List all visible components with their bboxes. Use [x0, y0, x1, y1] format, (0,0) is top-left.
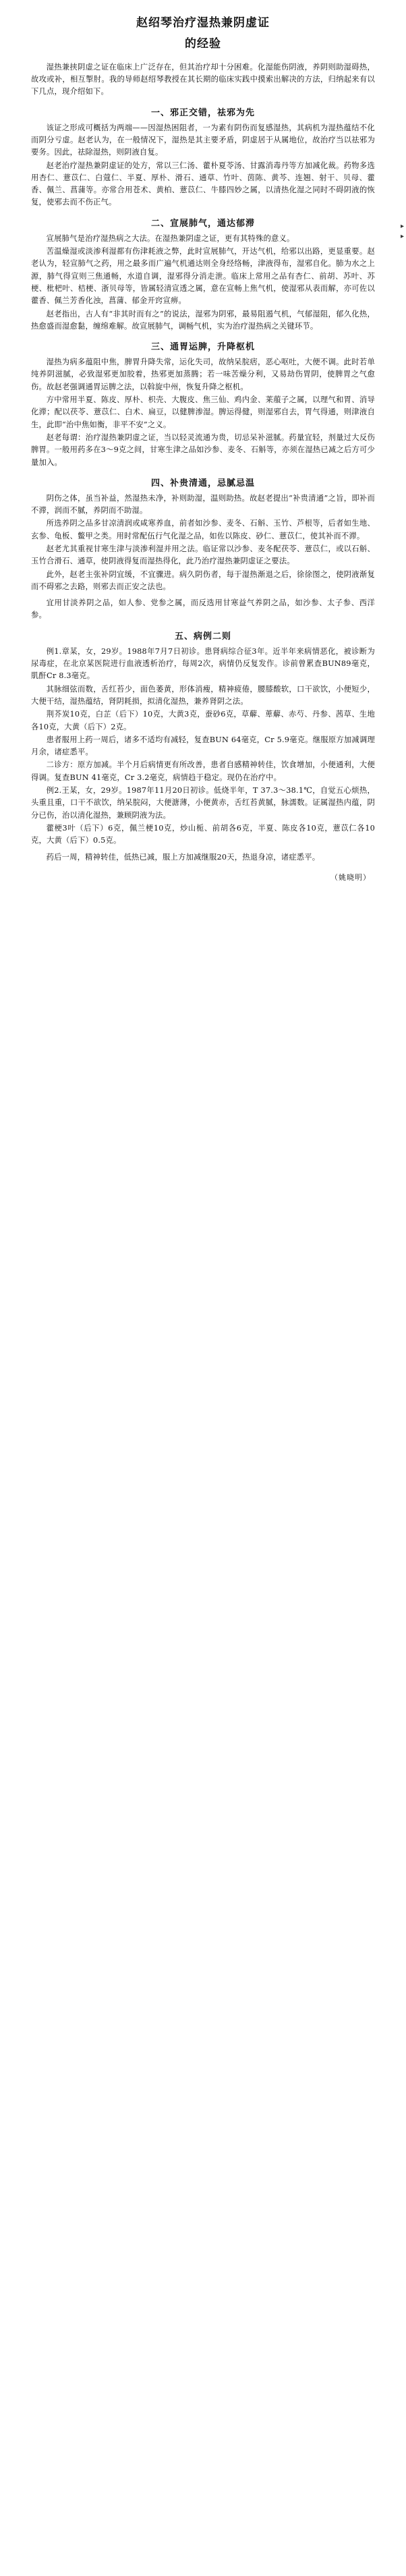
page-title — [31, 13, 375, 54]
document-page — [0, 0, 406, 889]
case-2-line-1: 藿梗3叶（后下）6克，佩兰梗10克，炒山栀、前胡各6克，半夏、陈皮各10克，薏苡仁各10克，大黄（后下）0.5克。 — [31, 823, 375, 845]
case-2-line-2: 药后一周，精神转佳，低热已减，服上方加减继服20天，热退身凉，诸症悉平。 — [46, 852, 320, 862]
section-heading-1: 一、邪正交错，祛邪为先 — [150, 107, 255, 118]
case-2-intro — [31, 785, 375, 822]
case-1-line-1: 其脉细弦而数，舌红苔少，面色萎黄，形体消瘦，精神疲倦，腰膝酸软，口干欲饮，小便短少，大便干结，湿热蕴结，肾阴耗损，拟清化湿热，兼养肾阴之法。 — [31, 684, 375, 706]
section-heading-5: 五、病例二则 — [174, 631, 231, 642]
case-2-label: 例2. — [46, 786, 62, 795]
section-4-paragraph-1: 阴伤之体，虽当补益，然湿热未净，补则助湿，温则助热。故赵老提出“补贵清通”之旨，即补而不滞，润而不腻，养阴而不助湿。 — [31, 493, 375, 515]
section-heading-3: 三、通胃运脾，升降枢机 — [150, 342, 255, 353]
case-2-text: 王某，女，29岁。1987年11月20日初诊。低烧半年，T 37.3～38.1℃，自觉五心烦热，头重且重，口干不欲饮，纳呆脘闷，大便溏薄，小便黄赤，舌红苔黄腻，脉濡数。证属湿热内蕴，阴分已伤，治以清化湿热，兼顾阴液为法。 — [31, 786, 375, 820]
section-3-paragraph-3: 赵老每谓：治疗湿热兼阴虚之证，当以轻灵流通为贵，切忌呆补滋腻。药量宜轻，剂量过大反伤脾胃。一般用药多在3～9克之间，甘寒生津之品如沙参、麦冬、石斛等，亦须在湿热已减之后方可少量加入。 — [31, 432, 375, 467]
intro-paragraph: 湿热兼挟阴虚之证在临床上广泛存在，但其治疗却十分困难。化湿能伤阴液，养阴则助湿碍热，故攻或补，相互掣肘。我的导师赵绍琴教授在其长期的临床实践中摸索出解决的方法，归纳起来有以下几点，现介绍如下。 — [31, 62, 375, 96]
section-2-paragraph-3: 赵老指出，古人有“非其时而有之”的说法，湿邪为阴邪，最易阻遏气机，气郁湿阻，郁久化热，热愈盛而湿愈黏，缠绵难解。故宣展肺气，调畅气机，实为治疗湿热病之关键环节。 — [31, 309, 375, 331]
section-heading-4: 四、补贵清通，忌腻忌温 — [150, 478, 255, 488]
section-4-paragraph-2: 所选养阴之品多甘凉清润或咸寒养血，前者如沙参、麦冬、石斛、玉竹、芦根等，后者如生地、玄参、龟板、鳖甲之类。用时常配伍行气化湿之品，如佐以陈皮、砂仁、薏苡仁，使其补而不滞。 — [31, 519, 375, 540]
title-line-1: 赵绍琴治疗湿热兼阴虚证 — [136, 16, 270, 30]
case-1-line-4: 二诊方：原方加减。半个月后病情更有所改善，患者自感精神转佳，饮食增加，小便通利，大便得调。复查BUN 41毫克，Cr 3.2毫克，病情趋于稳定。现仍在治疗中。 — [31, 760, 375, 782]
margin-mark: ▸ — [400, 223, 403, 230]
section-3-paragraph-1: 湿热为病多蕴阻中焦，脾胃升降失常，运化失司，故纳呆脘痞，恶心呕吐，大便不调。此时若单纯养阴滋腻，必致湿邪更加胶着，热邪更加蒸腾；若一味苦燥分利，又易劫伤胃阴，使脾胃之气愈伤。故赵老强调通胃运脾之法，以斡旋中州，恢复升降之枢机。 — [31, 358, 375, 391]
case-1-intro — [31, 646, 375, 683]
section-2-paragraph-2: 苦温燥湿或淡渗利湿都有伤津耗液之弊，此时宣展肺气，开达气机，给邪以出路，更显重要。赵老认为，轻宣肺气之药，用之最多而广遍气机通达则全身经络畅，津液得布，湿邪自化。肺为水之上源，肺气得宣则三焦通畅，水道自调，湿邪得分消走泄。临床上常用之品有杏仁、前胡、苏叶、苏梗、枇杷叶、桔梗、浙贝母等，皆属轻清宣透之属，意在宣畅上焦气机，使湿邪从表而解，亦可佐以藿香、佩兰芳香化浊，菖蒲、郁金开窍宣痹。 — [31, 247, 375, 306]
title-line-2: 的经验 — [185, 36, 221, 51]
author-signature: （姚晓明） — [330, 872, 371, 882]
section-3-paragraph-2: 方中常用半夏、陈皮、厚朴、枳壳、大腹皮、焦三仙、鸡内金、莱菔子之属，以理气和胃、消导化滞；配以茯苓、薏苡仁、白术、扁豆，以健脾渗湿。脾运得健，则湿邪自去，胃气得通，则津液自生，此即“治中焦如衡，非平不安”之义。 — [31, 395, 375, 429]
margin-mark: ▸ — [400, 233, 403, 240]
section-heading-2: 二、宣展肺气，通达郁滞 — [150, 218, 255, 229]
case-1-text: 章某，女，29岁。1988年7月7日初诊。患肾病综合征3年。近半年来病情恶化，被诊断为尿毒症，在北京某医院进行血液透析治疗，每周2次，病情仍反复发作。诊前曾累查BUN89毫克，肌酐Cr 8.3毫克。 — [31, 646, 375, 681]
section-4-note: 宜用甘淡养阴之品，如人参、党参之属，而反选用甘寒益气养阴之品，如沙参、太子参、西洋参。 — [31, 598, 375, 620]
section-4-paragraph-3: 赵老尤其重视甘寒生津与淡渗利湿并用之法。临证常以沙参、麦冬配茯苓、薏苡仁，或以石斛、玉竹合滑石、通草，使阴液得复而湿热得化，此乃治疗湿热兼阴虚证之要法。 — [31, 544, 375, 566]
section-2-paragraph-1: 宣展肺气是治疗湿热病之大法。在湿热兼阴虚之证，更有其特殊的意义。 — [46, 233, 295, 243]
case-1-label: 例1. — [46, 646, 62, 656]
section-1-paragraph-2: 赵老治疗湿热兼阴虚证的处方，常以三仁汤、藿朴夏苓汤、甘露消毒丹等方加减化裁。药物多选用杏仁、薏苡仁、白蔻仁、半夏、厚朴、滑石、通草、竹叶、茵陈、黄芩、连翘、射干、贝母、藿香、佩兰、菖蒲等。亦常合用苍术、黄柏、薏苡仁、牛膝四妙之属，以清热化湿之同时不碍阴液的恢复，使邪去而不伤正气。 — [31, 161, 375, 207]
case-1-line-3: 患者服用上药一周后，诸多不适均有减轻，复查BUN 64毫克，Cr 5.9毫克。继服原方加减调理月余，诸症悉平。 — [31, 735, 375, 757]
section-4-paragraph-4: 此外，赵老主张补阴宜缓，不宜骤进。病久阴伤者，每于湿热渐退之后，徐徐图之，使阴液渐复而不碍邪之去路，则邪去而正安之法也。 — [31, 569, 375, 591]
section-1-paragraph-1: 该证之形成可概括为两端——因湿热困阻者，一为素有阴伤而复感湿热，其病机为湿热蕴结不化而阴分亏虚。赵老认为，在一般情况下，湿热是其主要矛盾，阴虚居于从属地位，故治疗当以祛邪为要务。因此，祛除湿热，则阴液自复。 — [31, 123, 375, 157]
case-1-line-2: 荆芥炭10克，白芷（后下）10克，大黄3克，蚕砂6克，草薢、萆薢、赤芍、丹参、茜草、生地各10克，大黄（后下）2克。 — [31, 710, 375, 731]
